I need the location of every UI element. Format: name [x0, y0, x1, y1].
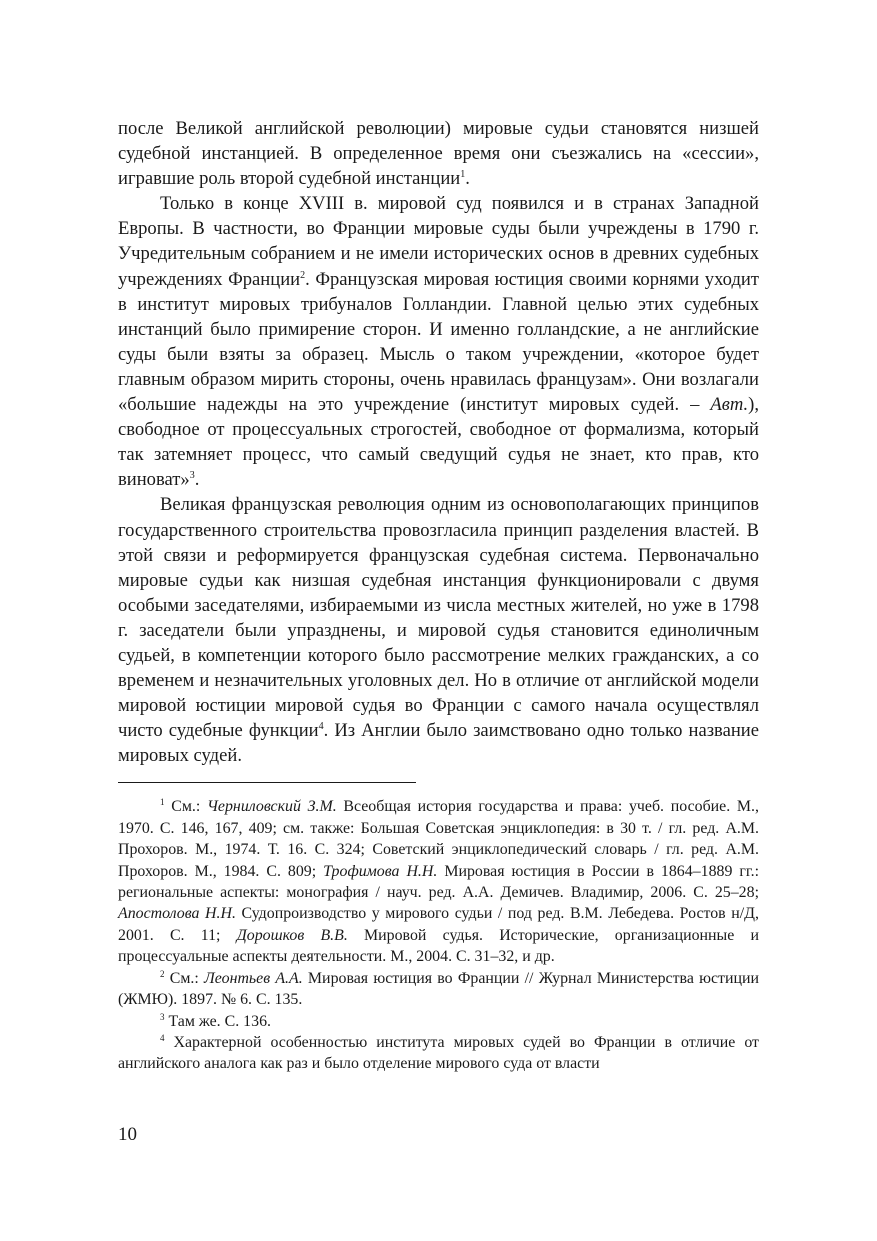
footnote-text: Мировой судья. Исторические, организационные и процессуальные аспекты деятельности. М., 2004. С. 31–32, и др.: [118, 926, 759, 966]
author-name: Черниловский З.М.: [206, 798, 337, 816]
footnote-1: [118, 796, 759, 967]
paragraph-text: ), свободное от процессуальных строгостей, свободное от формализма, который так затемняет процесс, что самый сведущий судья не знает, кто прав, кто виноват»: [118, 394, 759, 491]
body-text: [118, 116, 759, 768]
footnote-text: Мировая юстиция в России в 1864–1889 гг.: региональные аспекты: монография / науч. ред. А.А. Демичев. Владимир, 2006. С. 25–28;: [118, 862, 760, 902]
footnote-ref[interactable]: 1: [460, 169, 466, 181]
paragraph-text: после Великой английской революции) мировые судьи становятся низшей судебной инстанцией. В определенное время они съезжались на «сессии», игравшие роль второй судебной инстанции: [118, 118, 759, 190]
footnote-ref[interactable]: 3: [189, 470, 195, 482]
footnotes: [118, 796, 759, 1074]
paragraph-text: Только в конце XVIII в. мировой суд появился и в странах Западной Европы. В частности, во Франции мировые суды были учреждены в 1790 г. Учредительным собранием и не имели исторических основ в древних судебных учреждениях Франции: [118, 193, 759, 290]
paragraph-2: [118, 191, 759, 492]
footnote-text: См.:: [164, 969, 205, 987]
author-name: Апостолова Н.Н.: [118, 905, 236, 923]
footnote-ref[interactable]: 2: [300, 269, 306, 281]
paragraph-text: . Из Англии было заимствовано одно только название мировых судей.: [118, 720, 759, 767]
footnote-number: 2: [160, 968, 165, 979]
footnote-4: [118, 1032, 759, 1075]
footnote-text: Всеобщая история государства и права: учеб. пособие. М., 1970. С. 146, 167, 409; см. также: Большая Советская энциклопедия: в 30 т. / гл. ред. А.М. Прохоров. М., 1974. Т. 16. С. 324; Советский энциклопедический словарь / гл. ред. А.М. Прохоров. М., 1984. С. 809;: [118, 798, 759, 880]
paragraph-1: [118, 116, 759, 191]
author-name: Дорошков В.В.: [236, 926, 348, 944]
paragraph-text: Великая французская революция одним из основополагающих принципов государственного строительства провозгласила принцип разделения властей. В этой связи и реформируется французская судебная система. Первоначально мировые судьи как низшая судебная инстанция функционировали с двумя особыми заседателями, избираемыми из числа местных жителей, но уже в 1798 г. заседатели были упразднены, и мировой судья становится единоличным судьей, в компетенции которого было рассмотрение мелких гражданских, а со временем и незначительных уголовных дел. Но в отличие от английской модели мировой юстиции мировой судья во Франции с самого начала осуществлял чисто судебные функции: [118, 494, 759, 742]
footnote-3: [118, 1011, 759, 1032]
page-content: [118, 116, 759, 1075]
footnote-number: 3: [160, 1011, 165, 1022]
footnote-text: Там же. С. 136.: [164, 1012, 271, 1030]
paragraph-3: [118, 492, 759, 768]
footnote-number: 4: [160, 1032, 165, 1043]
author-name: Леонтьев А.А.: [204, 969, 303, 987]
footnote-ref[interactable]: 4: [318, 721, 324, 733]
paragraph-text: .: [194, 469, 200, 491]
footnote-2: [118, 968, 759, 1011]
page-number: 10: [118, 1124, 137, 1145]
author-name: Трофимова Н.Н.: [323, 862, 438, 880]
footnote-text: Мировая юстиция во Франции // Журнал Министерства юстиции (ЖМЮ). 1897. № 6. С. 135.: [118, 969, 759, 1009]
footnote-number: 1: [160, 797, 165, 808]
footnote-text: См.:: [164, 798, 207, 816]
italic-text: Авт.: [710, 394, 749, 416]
footnote-text: Характерной особенностью института мировых судей во Франции в отличие от английского аналога как раз и было отделение мирового суда от власти: [118, 1033, 759, 1073]
footnote-text: Судопроизводство у мирового судьи / под ред. В.М. Лебедева. Ростов н/Д, 2001. С. 11;: [118, 905, 759, 944]
paragraph-text: . Французская мировая юстиция своими корнями уходит в институт мировых трибуналов Голландии. Главной целью этих судебных инстанций было примирение сторон. И именно голландские, а не английские суды были взяты за образец. Мысль о таком учреждении, «которое будет главным образом мирить стороны, очень нравилась французам». Они возлагали «большие надежды на это учреждение (институт мировых судей. –: [118, 268, 759, 416]
footnote-separator: [118, 782, 416, 783]
paragraph-text: .: [465, 168, 470, 190]
